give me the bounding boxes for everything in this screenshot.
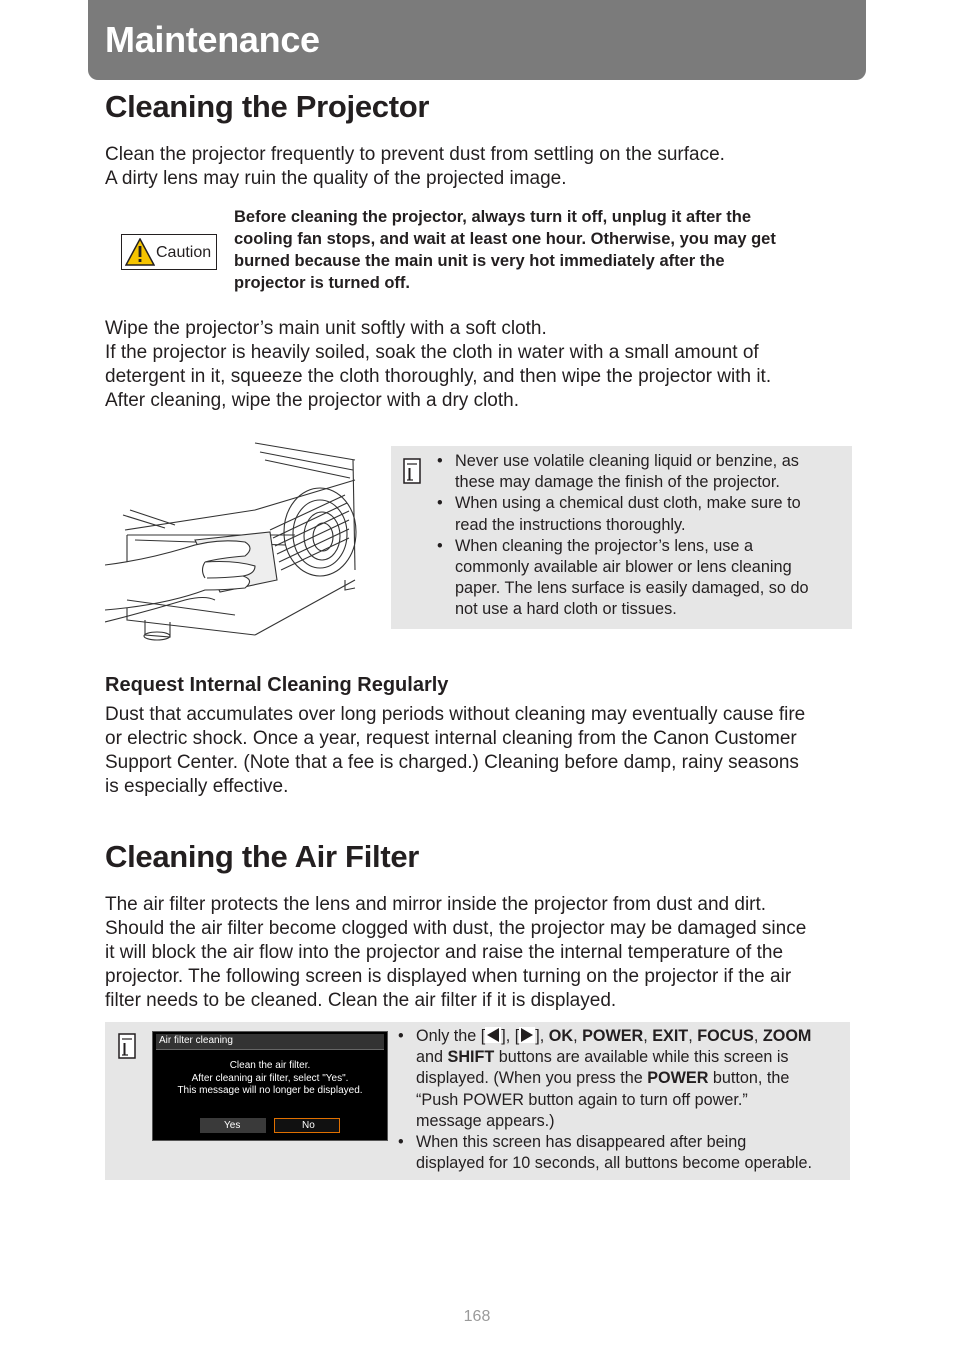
note-text: , <box>688 1027 698 1045</box>
note-line <box>416 1026 812 1047</box>
caution-text <box>234 206 854 294</box>
projector-cleaning-illustration <box>105 440 365 645</box>
note-line: When using a chemical dust cloth, make sure to <box>455 494 801 513</box>
note-list <box>437 451 809 621</box>
memo-icon <box>403 458 421 484</box>
wipe-line: After cleaning, wipe the projector with a dry cloth. <box>105 390 519 411</box>
internal-line: Support Center. (Note that a fee is charged.) Cleaning before damp, rainy seasons <box>105 752 799 773</box>
intro-paragraph <box>105 143 865 191</box>
note-item <box>398 1026 812 1132</box>
memo-icon <box>118 1033 136 1059</box>
air-filter-line: The air filter protects the lens and mirror inside the projector from dust and dirt. <box>105 894 767 915</box>
note-item <box>398 1132 812 1174</box>
air-filter-paragraph <box>105 893 865 1013</box>
internal-line: or electric shock. Once a year, request internal cleaning from the Canon Customer <box>105 728 797 749</box>
note-line <box>416 1047 812 1068</box>
note-item <box>437 451 809 493</box>
exit-label: EXIT <box>652 1027 689 1045</box>
note-line: “Push POWER button again to turn off power.” <box>416 1090 748 1109</box>
ok-label: OK <box>548 1027 574 1045</box>
note-box-cleaning <box>391 446 852 629</box>
note-line: message appears.) <box>416 1111 555 1130</box>
power-label: POWER <box>582 1027 644 1045</box>
warning-icon <box>125 238 155 266</box>
bullet: • <box>437 452 443 470</box>
note-item <box>437 493 809 535</box>
wipe-line: detergent in it, squeeze the cloth thoroughly, and then wipe the projector with it. <box>105 366 772 387</box>
focus-label: FOCUS <box>697 1027 754 1045</box>
air-filter-line: Should the air filter become clogged with dust, the projector may be damaged since <box>105 918 807 939</box>
intro-line: A dirty lens may ruin the quality of the projected image. <box>105 168 567 189</box>
note-line: When this screen has disappeared after being <box>416 1133 747 1152</box>
note-text: , <box>753 1027 763 1045</box>
intro-line: Clean the projector frequently to prevent dust from settling on the surface. <box>105 144 725 165</box>
section-title-air-filter: Cleaning the Air Filter <box>105 839 420 874</box>
note-line: displayed for 10 seconds, all buttons become operable. <box>416 1154 812 1173</box>
chapter-header <box>88 0 866 80</box>
note-line: paper. The lens surface is easily damaged, so do <box>455 579 809 598</box>
subsection-title-internal-cleaning: Request Internal Cleaning Regularly <box>105 674 449 696</box>
power-label: POWER <box>647 1069 709 1088</box>
page-number: 168 <box>463 1308 491 1325</box>
bullet: • <box>437 536 443 555</box>
note-text: , <box>573 1027 583 1045</box>
chapter-title: Maintenance <box>105 19 320 60</box>
caution-badge <box>121 234 217 270</box>
caution-label: Caution <box>156 244 212 261</box>
yes-button[interactable]: Yes <box>200 1118 266 1133</box>
wipe-paragraph <box>105 317 865 413</box>
note-line: not use a hard cloth or tissues. <box>455 600 677 619</box>
note-item <box>437 536 809 621</box>
zoom-label: ZOOM <box>762 1027 812 1045</box>
shift-label: SHIFT <box>447 1048 495 1067</box>
note-line: these may damage the finish of the projector. <box>455 473 780 492</box>
air-filter-line: filter needs to be cleaned. Clean the air filter if it is displayed. <box>105 990 617 1011</box>
no-button[interactable]: No <box>274 1118 340 1133</box>
note-text: button, the <box>708 1069 790 1088</box>
screen-title: Air filter cleaning <box>159 1035 233 1046</box>
note-line: commonly available air blower or lens cleaning <box>455 558 792 577</box>
caution-line: cooling fan stops, and wait at least one hour. Otherwise, you may get <box>234 230 776 248</box>
note-text: buttons are available while this screen is <box>494 1048 789 1067</box>
section-title-cleaning-projector: Cleaning the Projector <box>105 89 430 124</box>
caution-line: Before cleaning the projector, always turn it off, unplug it after the <box>234 208 752 226</box>
note-line: Never use volatile cleaning liquid or benzine, as <box>455 452 799 470</box>
note-text: and <box>416 1048 448 1067</box>
screen-message <box>153 1060 387 1098</box>
note-line: read the instructions thoroughly. <box>455 515 686 534</box>
screen-message-line: This message will no longer be displayed. <box>177 1085 363 1096</box>
note-line <box>416 1068 812 1089</box>
caution-line: projector is turned off. <box>234 274 411 292</box>
air-filter-line: it will block the air flow into the projector and raise the internal temperature of the <box>105 942 784 963</box>
left-arrow-icon <box>485 1027 501 1043</box>
note-text: , <box>643 1027 653 1045</box>
screen-message-line: Clean the air filter. <box>229 1060 311 1071</box>
note-text: displayed. (When you press the <box>416 1069 648 1088</box>
bullet: • <box>398 1133 404 1152</box>
wipe-line: Wipe the projector’s main unit softly with a soft cloth. <box>105 318 547 339</box>
internal-line: Dust that accumulates over long periods without cleaning may eventually cause fire <box>105 704 806 725</box>
note-text: ], [ <box>501 1027 520 1045</box>
internal-line: is especially effective. <box>105 776 289 797</box>
air-filter-note-list <box>398 1026 812 1174</box>
note-text: Only the [ <box>416 1027 486 1045</box>
air-filter-screen <box>152 1031 388 1141</box>
right-arrow-icon <box>519 1027 535 1043</box>
screen-message-line: After cleaning air filter, select "Yes". <box>191 1072 349 1084</box>
internal-paragraph <box>105 703 865 799</box>
note-text: ], <box>535 1027 549 1045</box>
note-line: When cleaning the projector’s lens, use a <box>455 536 754 555</box>
bullet: • <box>437 494 443 513</box>
air-filter-line: projector. The following screen is displayed when turning on the projector if the air <box>105 966 792 987</box>
caution-line: burned because the main unit is very hot immediately after the <box>234 252 725 270</box>
bullet: • <box>398 1027 404 1045</box>
wipe-line: If the projector is heavily soiled, soak the cloth in water with a small amount of <box>105 342 759 363</box>
screen-title-bar <box>156 1034 384 1050</box>
